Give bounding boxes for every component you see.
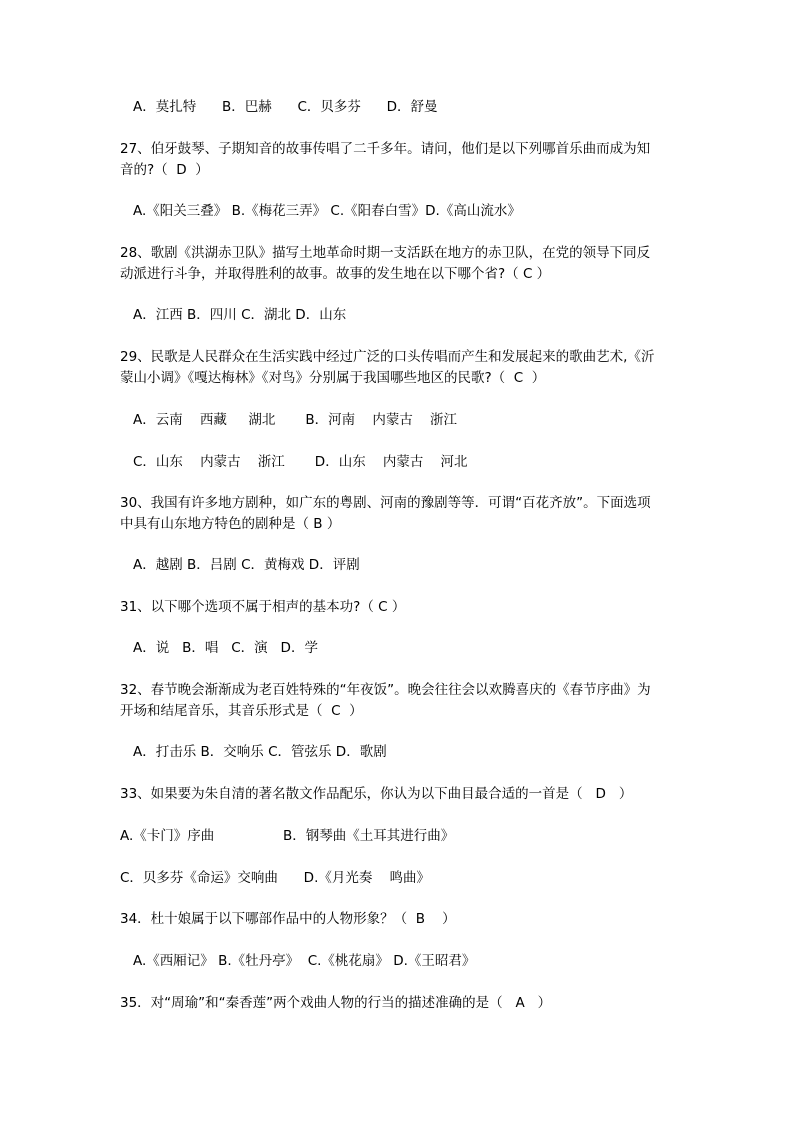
q33-options-ab: A.《卡门》序曲 B．钢琴曲《土耳其进行曲》 <box>120 828 455 844</box>
q28-question-line2: 动派进行斗争，并取得胜利的故事。故事的发生地在以下哪个省?（ C ） <box>120 266 551 282</box>
q27-question-line1: 27、伯牙鼓琴、子期知音的故事传唱了二千多年。请问，他们是以下列哪首乐曲而成为知 <box>120 141 651 157</box>
q32-options: A．打击乐 B．交响乐 C．管弦乐 D．歌剧 <box>133 744 387 760</box>
q29-options-cd: C．山东 内蒙古 浙江 D．山东 内蒙古 河北 <box>133 454 468 470</box>
q34-options: A.《西厢记》 B.《牡丹亭》 C.《桃花扇》 D.《王昭君》 <box>133 953 476 969</box>
q35-question: 35．对“周瑜”和“秦香莲”两个戏曲人物的行当的描述准确的是（ A ） <box>120 995 552 1011</box>
q31-options: A．说 B．唱 C．演 D．学 <box>133 640 318 656</box>
q30-question-line1: 30、我国有许多地方剧种，如广东的粤剧、河南的豫剧等等．可谓“百花齐放”。下面选项 <box>120 495 651 511</box>
q31-question: 31、以下哪个选项不属于相声的基本功?（ C ） <box>120 599 406 615</box>
q33-options-cd: C．贝多芬《命运》交响曲 D.《月光奏 鸣曲》 <box>120 870 431 886</box>
q34-question: 34．杜十娘属于以下哪部作品中的人物形象？（ B ） <box>120 911 456 927</box>
q29-question-line2: 蒙山小调》《嘎达梅林》《对鸟》分别属于我国哪些地区的民歌?（ C ） <box>120 370 546 386</box>
q26-options: A．莫扎特 B．巴赫 C．贝多芬 D．舒曼 <box>133 99 438 115</box>
q30-options: A．越剧 B．吕剧 C．黄梅戏 D．评剧 <box>133 557 360 573</box>
q28-question-line1: 28、歌剧《洪湖赤卫队》描写土地革命时期一支活跃在地方的赤卫队，在党的领导下同反 <box>120 245 651 261</box>
q30-question-line2: 中具有山东地方特色的剧种是（ B ） <box>120 516 341 532</box>
q27-question-line2: 音的?（ D ） <box>120 162 209 178</box>
q32-question-line2: 开场和结尾音乐，其音乐形式是（ C ） <box>120 703 363 719</box>
q27-options: A.《阳关三叠》 B.《梅花三弄》 C.《阳春白雪》D.《高山流水》 <box>133 203 521 219</box>
q33-question: 33、如果要为朱自清的著名散文作品配乐，你认为以下曲目最合适的一首是（ D ） <box>120 786 633 802</box>
q29-question-line1: 29、民歌是人民群众在生活实践中经过广泛的口头传唱而产生和发展起来的歌曲艺术,《沂 <box>120 349 655 365</box>
q28-options: A．江西 B．四川 C．湖北 D．山东 <box>133 307 347 323</box>
q29-options-ab: A．云南 西藏 湖北 B．河南 内蒙古 浙江 <box>133 412 457 428</box>
q32-question-line1: 32、春节晚会渐渐成为老百姓特殊的“年夜饭”。晚会往往会以欢腾喜庆的《春节序曲》为 <box>120 682 651 698</box>
